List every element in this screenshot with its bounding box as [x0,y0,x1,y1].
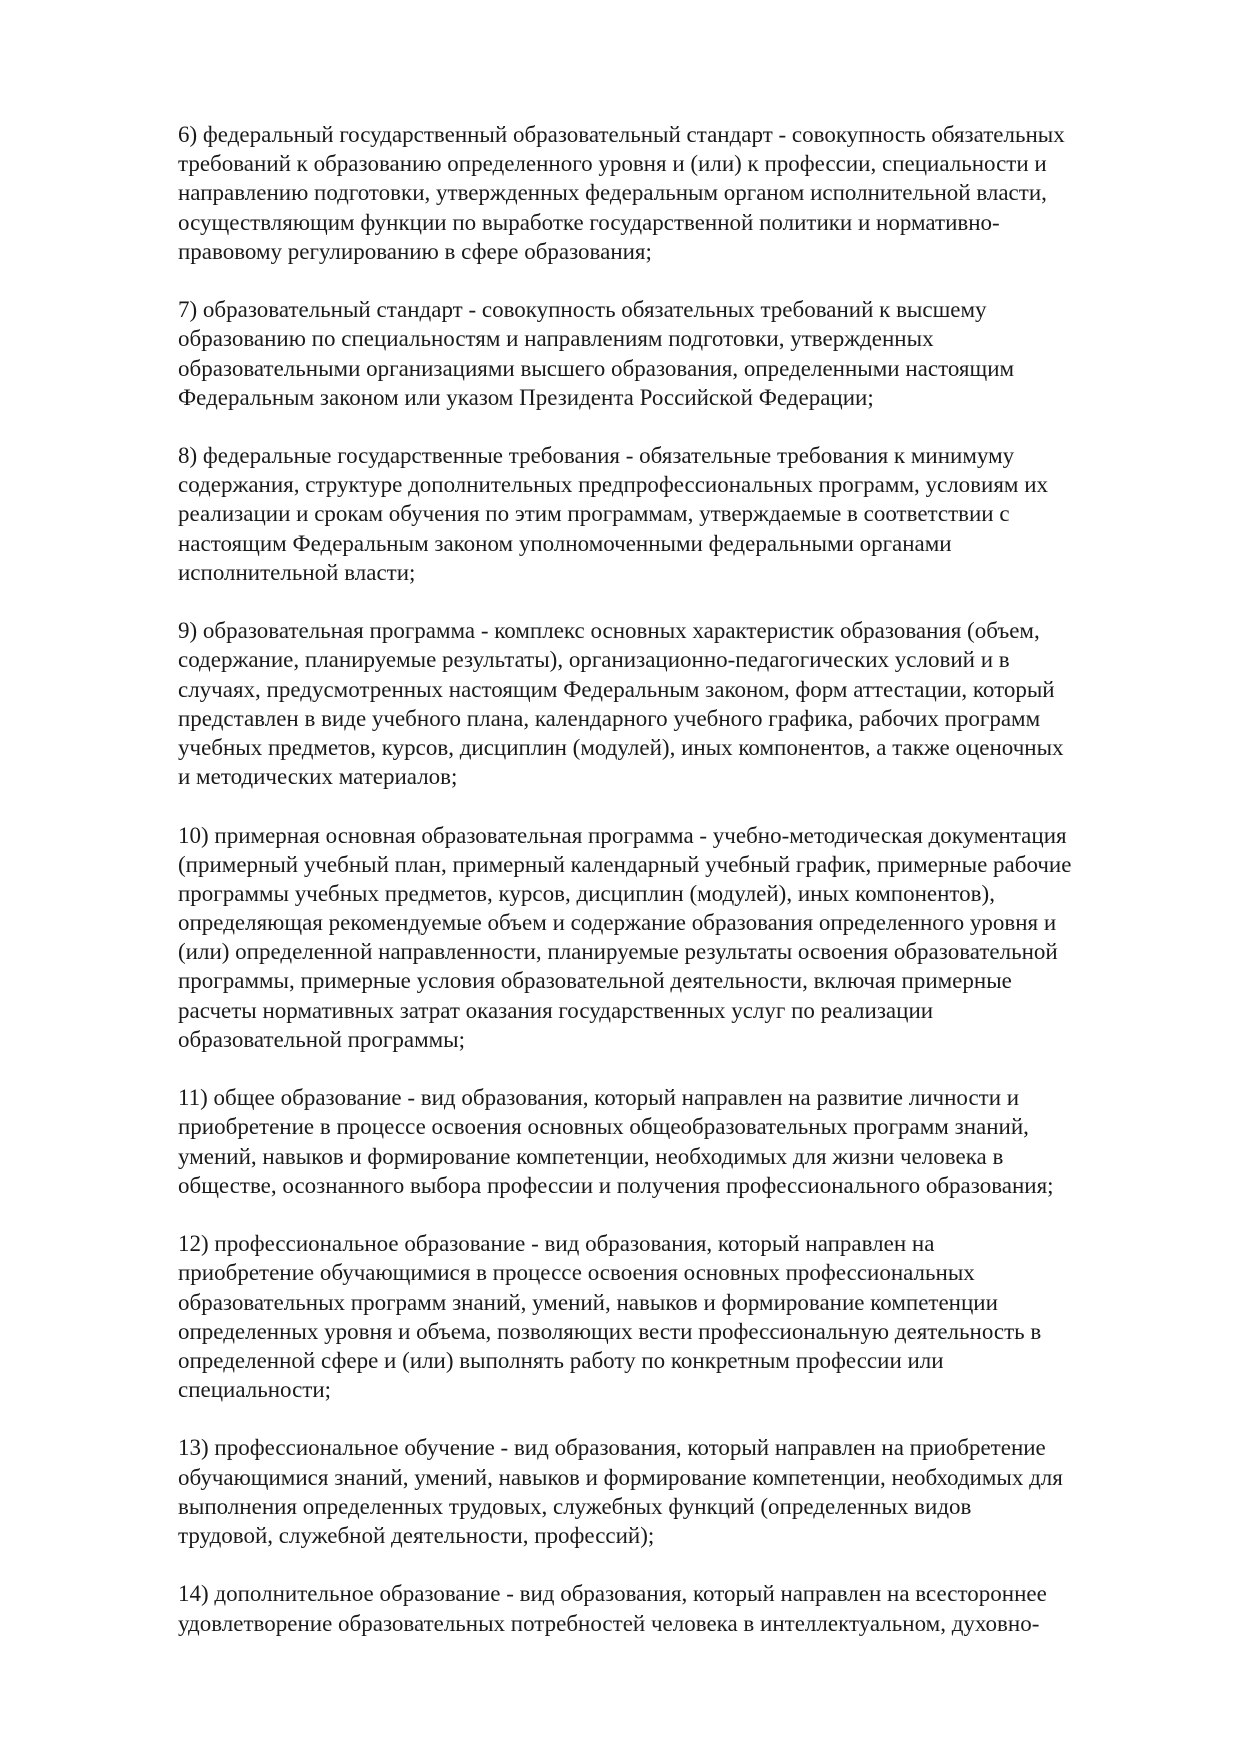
text-line: 7) образовательный стандарт - совокупность обязательных требований к высшему [178,297,987,323]
text-line: реализации и срокам обучения по этим программам, утверждаемые в соответствии с [178,501,1010,527]
text-line: приобретение обучающимися в процессе освоения основных профессиональных [178,1260,975,1286]
text-line: Федеральным законом или указом Президента Российской Федерации; [178,384,874,410]
text-line: случаях, предусмотренных настоящим Федеральным законом, форм аттестации, который [178,676,1055,702]
paragraph-item-5 [178,821,1178,1055]
text-line: содержание, планируемые результаты), организационно-педагогических условий и в [178,647,1010,673]
text-line: образовательных программ знаний, умений, навыков и формирование компетенции [178,1289,998,1315]
text-line: образованию по специальностям и направлениям подготовки, утвержденных [178,326,934,352]
text-line: (или) определенной направленности, планируемые результаты освоения образовательной [178,939,1058,965]
text-line: представлен в виде учебного плана, календарного учебного графика, рабочих программ [178,705,1041,731]
text-line: определенных уровня и объема, позволяющих вести профессиональную деятельность в [178,1318,1042,1344]
text-line: учебных предметов, курсов, дисциплин (модулей), иных компонентов, а также оценочных [178,734,1064,760]
paragraph-item-9 [178,1579,1178,1637]
paragraph-item-6 [178,1083,1178,1200]
text-line: умений, навыков и формирование компетенции, необходимых для жизни человека в [178,1143,1004,1169]
paragraph-item-2 [178,295,1178,412]
text-line: 6) федеральный государственный образовательный стандарт - совокупность обязательных [178,122,1065,147]
text-line: программы, примерные условия образовательной деятельности, включая примерные [178,968,1012,994]
text-line: 8) федеральные государственные требования - обязательные требования к минимуму [178,443,1015,469]
text-line: специальности; [178,1377,332,1403]
text-line: трудовой, служебной деятельности, профессий); [178,1523,655,1548]
text-line: 9) образовательная программа - комплекс основных характеристик образования (объем, [178,618,1040,644]
text-line: правовому регулированию в сфере образования; [178,238,652,264]
paragraph-item-4 [178,616,1178,791]
text-line: 11) общее образование - вид образования, который направлен на развитие личности и [178,1085,1020,1111]
text-line: образовательными организациями высшего образования, определенными настоящим [178,355,1015,381]
text-line: требований к образованию определенного уровня и (или) к профессии, специальности и [178,151,1047,177]
text-line: и методических материалов; [178,764,458,790]
text-line: (примерный учебный план, примерный календарный учебный график, примерные рабочие [178,851,1072,877]
text-line: расчеты нормативных затрат оказания государственных услуг по реализации [178,997,934,1023]
text-line: 13) профессиональное обучение - вид образования, который направлен на приобретение [178,1435,1046,1461]
document-body [178,120,1178,1667]
text-line: обучающимися знаний, умений, навыков и формирование компетенции, необходимых для [178,1464,1063,1490]
paragraph-item-8 [178,1433,1178,1550]
text-line: содержания, структуре дополнительных предпрофессиональных программ, условиям их [178,472,1049,498]
text-line: 10) примерная основная образовательная программа - учебно-методическая документация [178,822,1067,848]
text-line: определенной сфере и (или) выполнять работу по конкретным профессии или [178,1347,944,1373]
text-line: 12) профессиональное образование - вид образования, который направлен на [178,1231,935,1257]
text-line: удовлетворение образовательных потребностей человека в интеллектуальном, духовно- [178,1610,1040,1636]
text-line: образовательной программы; [178,1026,466,1052]
text-line: 14) дополнительное образование - вид образования, который направлен на всестороннее [178,1581,1047,1607]
text-line: обществе, осознанного выбора профессии и получения профессионального образования; [178,1172,1054,1198]
text-line: настоящим Федеральным законом уполномоченными федеральными органами [178,530,952,556]
text-line: направлению подготовки, утвержденных федеральным органом исполнительной власти, [178,180,1047,206]
paragraph-item-7 [178,1229,1178,1404]
text-line: приобретение в процессе освоения основных общеобразовательных программ знаний, [178,1114,1029,1140]
paragraph-item-1 [178,120,1178,266]
text-line: осуществляющим функции по выработке государственной политики и нормативно- [178,209,1000,235]
text-line: выполнения определенных трудовых, служебных функций (определенных видов [178,1493,972,1519]
text-line: определяющая рекомендуемые объем и содержание образования определенного уровня и [178,910,1057,936]
paragraph-item-3 [178,441,1178,587]
text-line: исполнительной власти; [178,559,416,585]
text-line: программы учебных предметов, курсов, дисциплин (модулей), иных компонентов), [178,880,995,906]
